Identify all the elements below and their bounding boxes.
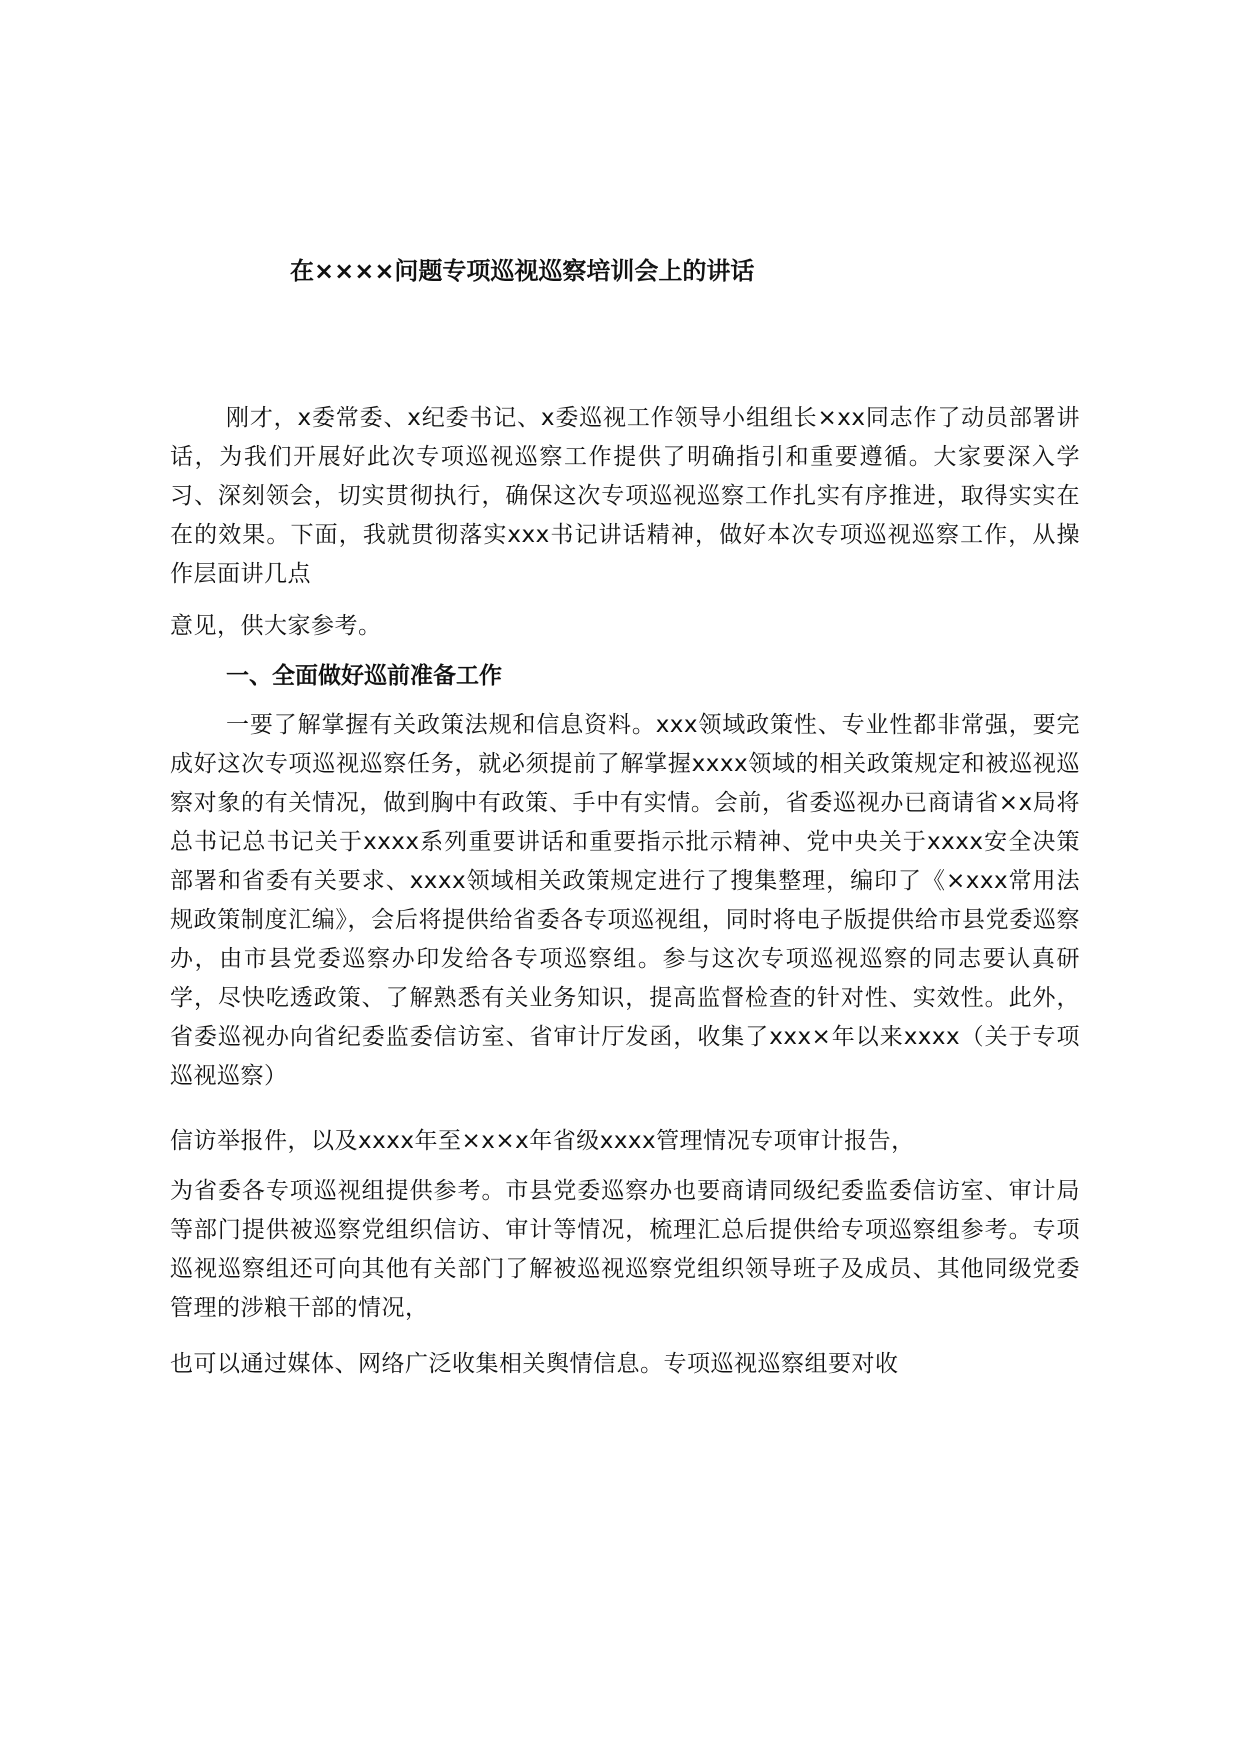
paragraph-opening-tail: 意见，供大家参考。 xyxy=(170,613,382,639)
paragraph-opening: 刚才，x委常委、x纪委书记、x委巡视工作领导小组组长×xx同志作了动员部署讲话，为我们开展好此次专项巡视巡察工作提供了明确指引和重要遵循。大家要深入学习、深刻领会，切实贯彻执行，确保这次专项巡视巡察工作扎实有序推进，取得实实在在的效果。下面，我就贯彻落实xxx书记讲话精神，做好本次专项巡视巡察工作，从操作层面讲几点 xyxy=(170,405,1080,587)
section-heading-1: 一、全面做好巡前准备工作 xyxy=(226,663,502,689)
paragraph-line-media: 也可以通过媒体、网络广泛收集相关舆情信息。专项巡视巡察组要对收 xyxy=(170,1351,899,1377)
paragraph-line-reports: 信访举报件，以及xxxx年至×x×x年省级xxxx管理情况专项审计报告， xyxy=(170,1128,915,1154)
paragraph-preparation: 一要了解掌握有关政策法规和信息资料。xxx领域政策性、专业性都非常强，要完成好这次专项巡视巡察任务，就必须提前了解掌握xxxx领域的相关政策规定和被巡视巡察对象的有关情况，做到胸中有政策、手中有实情。会前，省委巡视办已商请省×x局将总书记总书记关于xxxx系列重要讲话和重要指示批示精神、党中央关于xxxx安全决策部署和省委有关要求、xxxx领域相关政策规定进行了搜集整理，编印了《×xxx常用法规政策制度汇编》，会后将提供给省委各专项巡视组，同时将电子版提供给市县党委巡察办，由市县党委巡察办印发给各专项巡察组。参与这次专项巡视巡察的同志要认真研学，尽快吃透政策、了解熟悉有关业务知识，提高监督检查的针对性、实效性。此外，省委巡视办向省纪委监委信访室、省审计厅发函，收集了xxx×年以来xxxx（关于专项巡视巡察） xyxy=(170,712,1080,1089)
document-title: 在××××问题专项巡视巡察培训会上的讲话 xyxy=(290,257,755,285)
paragraph-reference: 为省委各专项巡视组提供参考。市县党委巡察办也要商请同级纪委监委信访室、审计局等部门提供被巡察党组织信访、审计等情况，梳理汇总后提供给专项巡察组参考。专项巡视巡察组还可向其他有关部门了解被巡视巡察党组织领导班子及成员、其他同级党委管理的涉粮干部的情况， xyxy=(170,1178,1080,1321)
